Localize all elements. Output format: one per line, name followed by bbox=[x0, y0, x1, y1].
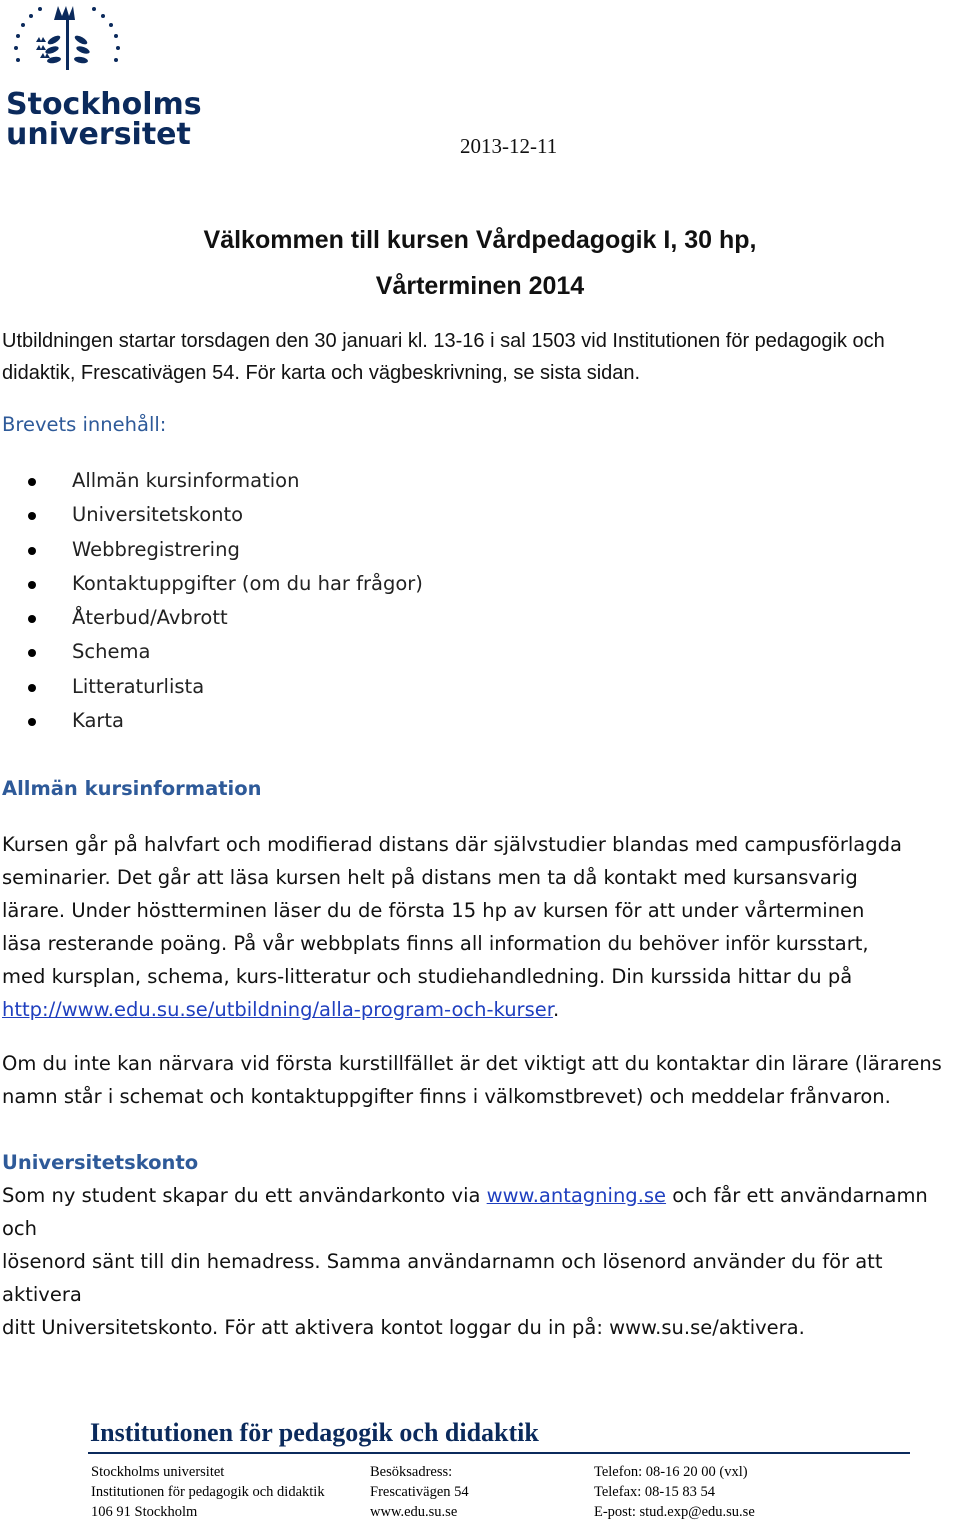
footer-visit-column bbox=[370, 1462, 469, 1522]
bullet-icon bbox=[28, 478, 36, 486]
letter-date: 2013-12-11 bbox=[460, 134, 558, 158]
list-item: Universitetskonto bbox=[28, 498, 423, 532]
bullet-icon bbox=[28, 615, 36, 623]
page-title-line1: Välkommen till kursen Vårdpedagogik I, 30 hp, bbox=[203, 226, 757, 254]
paragraph-line: Som ny student skapar du ett användarkonto via www.antagning.se och får ett användarnamn och bbox=[2, 1184, 928, 1240]
intro-line: didaktik, Frescativägen 54. För karta och vägbeskrivning, se sista sidan. bbox=[2, 362, 641, 384]
logo-wordmark-line2: universitet bbox=[6, 117, 191, 152]
antagning-link[interactable]: www.antagning.se bbox=[486, 1184, 667, 1207]
footer-text: Telefax: 08-15 83 54 bbox=[594, 1484, 715, 1500]
paragraph-line: http://www.edu.su.se/utbildning/alla-program-och-kurser. bbox=[2, 998, 560, 1021]
footer-text: E-post: stud.exp@edu.su.se bbox=[594, 1504, 755, 1520]
list-item: Webbregistrering bbox=[28, 533, 423, 567]
list-item: Återbud/Avbrott bbox=[28, 601, 423, 635]
page-title-line2: Vårterminen 2014 bbox=[375, 272, 585, 300]
bullet-icon bbox=[28, 684, 36, 692]
paragraph-line: ditt Universitetskonto. För att aktivera kontot loggar du in på: www.su.se/aktivera. bbox=[2, 1316, 805, 1339]
general-paragraph bbox=[2, 828, 957, 1026]
footer-text: Stockholms universitet bbox=[91, 1464, 225, 1480]
contents-list bbox=[28, 464, 423, 738]
paragraph-line: lärare. Under höstterminen läser du de första 15 hp av kursen för att under vårterminen bbox=[2, 899, 865, 922]
contents-heading: Brevets innehåll: bbox=[2, 413, 167, 436]
footer-text: www.edu.su.se bbox=[370, 1504, 458, 1520]
paragraph-line: seminarier. Det går att läsa kursen helt på distans men ta då kontakt med kursansvarig bbox=[2, 866, 858, 889]
paragraph-line: med kursplan, schema, kurs-litteratur och studiehandledning. Din kurssida hittar du på bbox=[2, 965, 853, 988]
bullet-icon bbox=[28, 547, 36, 555]
intro-paragraph bbox=[2, 325, 957, 389]
list-item: Allmän kursinformation bbox=[28, 464, 423, 498]
footer-text: Institutionen för pedagogik och didaktik bbox=[91, 1484, 325, 1500]
paragraph-line: namn står i schemat och kontaktuppgifter finns i välkomstbrevet) och meddelar frånvaron. bbox=[2, 1085, 891, 1108]
section-heading-account: Universitetskonto bbox=[2, 1151, 199, 1174]
paragraph-line: Kursen går på halvfart och modifierad distans där självstudier blandas med campusförlagda bbox=[2, 833, 902, 856]
footer-text: Besöksadress: bbox=[370, 1464, 453, 1480]
paragraph-line: lösenord sänt till din hemadress. Samma användarnamn och lösenord använder du för att aktivera bbox=[2, 1250, 883, 1306]
paragraph-line: Om du inte kan närvara vid första kurstillfället är det viktigt att du kontaktar din lärare (lärarens bbox=[2, 1052, 942, 1075]
absence-paragraph bbox=[2, 1047, 957, 1113]
paragraph-line: läsa resterande poäng. På vår webbplats finns all information du behöver inför kursstart, bbox=[2, 932, 869, 955]
university-logo bbox=[6, 0, 202, 160]
list-item: Kontaktuppgifter (om du har frågor) bbox=[28, 567, 423, 601]
section-heading-general: Allmän kursinformation bbox=[2, 777, 262, 800]
footer-title: Institutionen för pedagogik och didaktik bbox=[90, 1418, 539, 1447]
list-item: Schema bbox=[28, 635, 423, 669]
footer-text: Telefon: 08-16 20 00 (vxl) bbox=[594, 1464, 748, 1480]
course-page-link[interactable]: http://www.edu.su.se/utbildning/alla-program-och-kurser bbox=[2, 998, 553, 1021]
list-item: Litteraturlista bbox=[28, 670, 423, 704]
footer-contact-column bbox=[594, 1462, 755, 1522]
list-item: Karta bbox=[28, 704, 423, 738]
footer-text: 106 91 Stockholm bbox=[91, 1504, 198, 1520]
footer-text: Frescativägen 54 bbox=[370, 1484, 469, 1500]
footer-address-column bbox=[91, 1462, 325, 1522]
account-paragraph bbox=[2, 1179, 957, 1344]
logo-wordmark-line1: Stockholms bbox=[6, 87, 202, 122]
bullet-icon bbox=[28, 718, 36, 726]
bullet-icon bbox=[28, 512, 36, 520]
bullet-icon bbox=[28, 581, 36, 589]
bullet-icon bbox=[28, 649, 36, 657]
intro-line: Utbildningen startar torsdagen den 30 januari kl. 13-16 i sal 1503 vid Institutionen för pedagogik och bbox=[2, 330, 885, 352]
footer-divider bbox=[88, 1452, 910, 1454]
